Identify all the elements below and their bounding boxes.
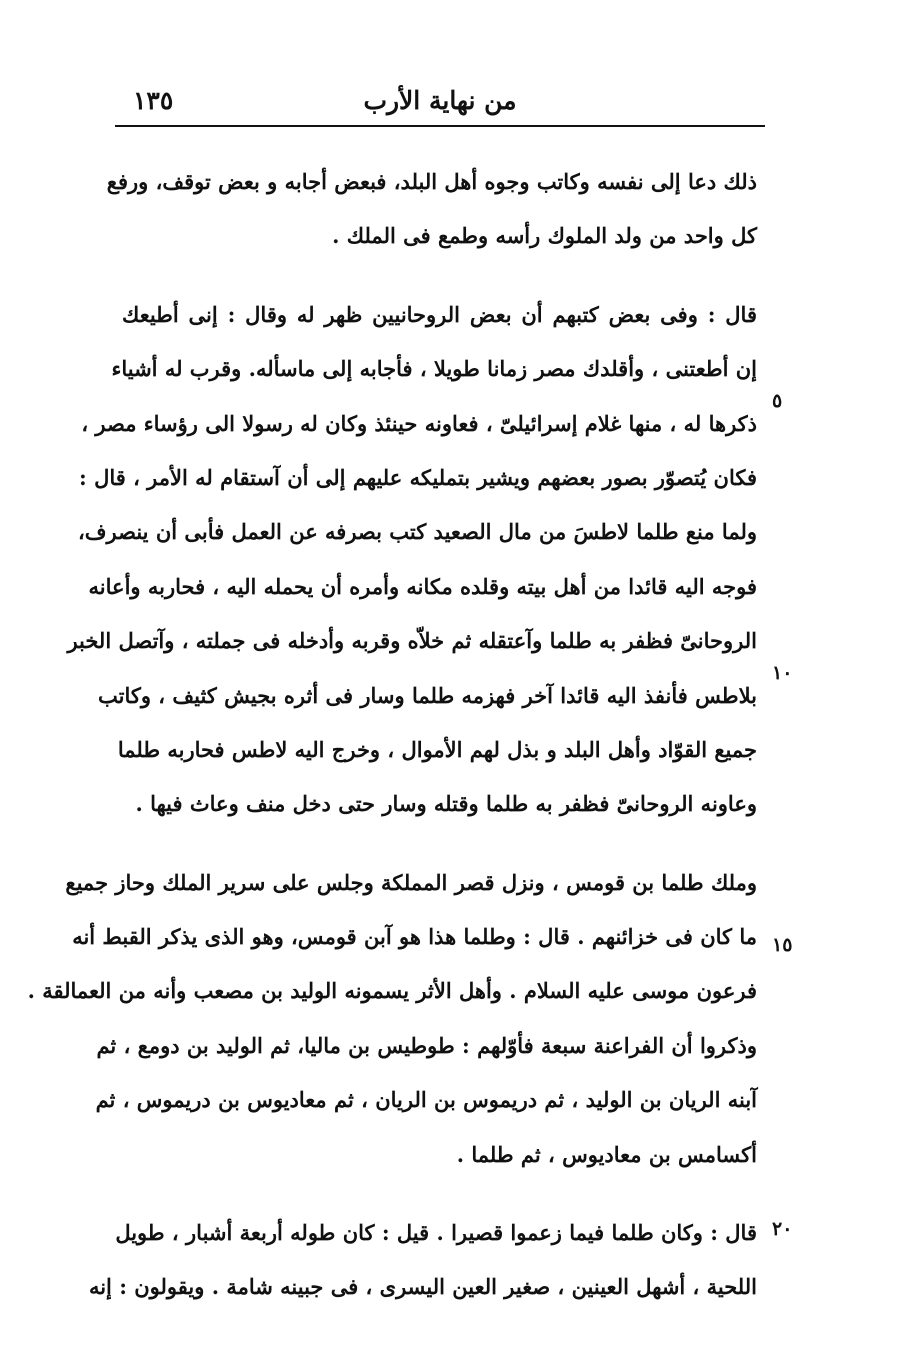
line-number-5: ٥ [772,390,783,412]
text-line: الروحانىّ فظفر به طلما وآعتقله ثم خلاّه وقربه وأدخله فى جملته ، وآتصل الخبر [67,628,757,654]
text-line: جميع القوّاد وأهل البلد و بذل لهم الأموال ، وخرج اليه لاطس فحاربه طلما [117,736,757,762]
text-line: ما كان فى خزائنهم . قال : وطلما هذا هو آبن قومس، وهو الذى يذكر القبط أنه [72,924,757,950]
line-number-15: ١٥ [772,934,793,956]
paragraph-2 [67,288,757,832]
body-text [27,155,757,1315]
text-line: ذلك دعا إلى نفسه وكاتب وجوه أهل البلد، فبعض أجابه و بعض توقف، ورفع [106,169,757,194]
text-line: ذكرها له ، منها غلام إسرائيلىّ ، فعاونه حينئذ وكان له رسولا الى رؤساء مصر ، [81,410,757,436]
running-title: من نهاية الأرب [363,86,517,115]
text-line: اللحية ، أشهل العينين ، صغير العين اليسرى ، فى جبينه شامة . ويقولون : إنه [88,1274,757,1300]
text-line: فرعون موسى عليه السلام . وأهل الأثر يسمونه الوليد بن مصعب وأنه من العمالقة . [27,978,757,1004]
text-line: قال : وفى بعض كتبهم أن بعض الروحانيين ظهر له وقال : إنى أطيعك [122,301,757,327]
text-line: فوجه اليه قائدا من أهل بيته وقلده مكانه وأمره أن يحمله اليه ، فحاربه وأعانه [88,573,757,599]
line-number-10: ١٠ [772,662,793,684]
text-line: وملك طلما بن قومس ، ونزل قصر المملكة وجلس على سرير الملك وحاز جميع [65,869,757,895]
page-number: ١٣٥ [133,86,174,115]
line-number-20: ٢٠ [772,1218,793,1240]
paragraph-4 [88,1206,757,1315]
text-line: أكسامس بن معاديوس ، ثم طلما . [456,1141,757,1167]
text-line: بلاطس فأنفذ اليه قائدا آخر فهزمه طلما وسار فى أثره بجيش كثيف ، وكاتب [97,682,757,708]
text-line: ولما منع طلما لاطسَ من مال الصعيد كتب بصرفه عن العمل فأبى أن ينصرف، [77,519,757,545]
paragraph-1 [106,155,757,264]
text-line: وذكروا أن الفراعنة سبعة فأوّلهم : طوطيس بن ماليا، ثم الوليد بن دومع ، ثم [96,1032,757,1058]
text-line: آبنه الريان بن الوليد ، ثم دريموس بن الريان ، ثم معاديوس بن دريموس ، ثم [95,1087,757,1113]
text-line: كل واحد من ولد الملوك رأسه وطمع فى الملك . [332,223,757,249]
running-header [115,82,765,124]
header-rule [115,125,765,127]
text-line: إن أطعتنى ، وأقلدك مصر زمانا طويلا ، فأجابه إلى ماسأله. وقرب له أشياء [111,356,757,382]
text-line: فكان يُتصوّر بصور بعضهم ويشير بتمليكه عليهم إلى أن آستقام له الأمر ، قال : [79,464,757,490]
paragraph-3 [27,856,757,1182]
text-line: وعاونه الروحانىّ فظفر به طلما وقتله وسار حتى دخل منف وعاث فيها . [135,791,757,817]
text-line: قال : وكان طلما فيما زعموا قصيرا . قيل : كان طوله أربعة أشبار ، طويل [115,1220,757,1246]
